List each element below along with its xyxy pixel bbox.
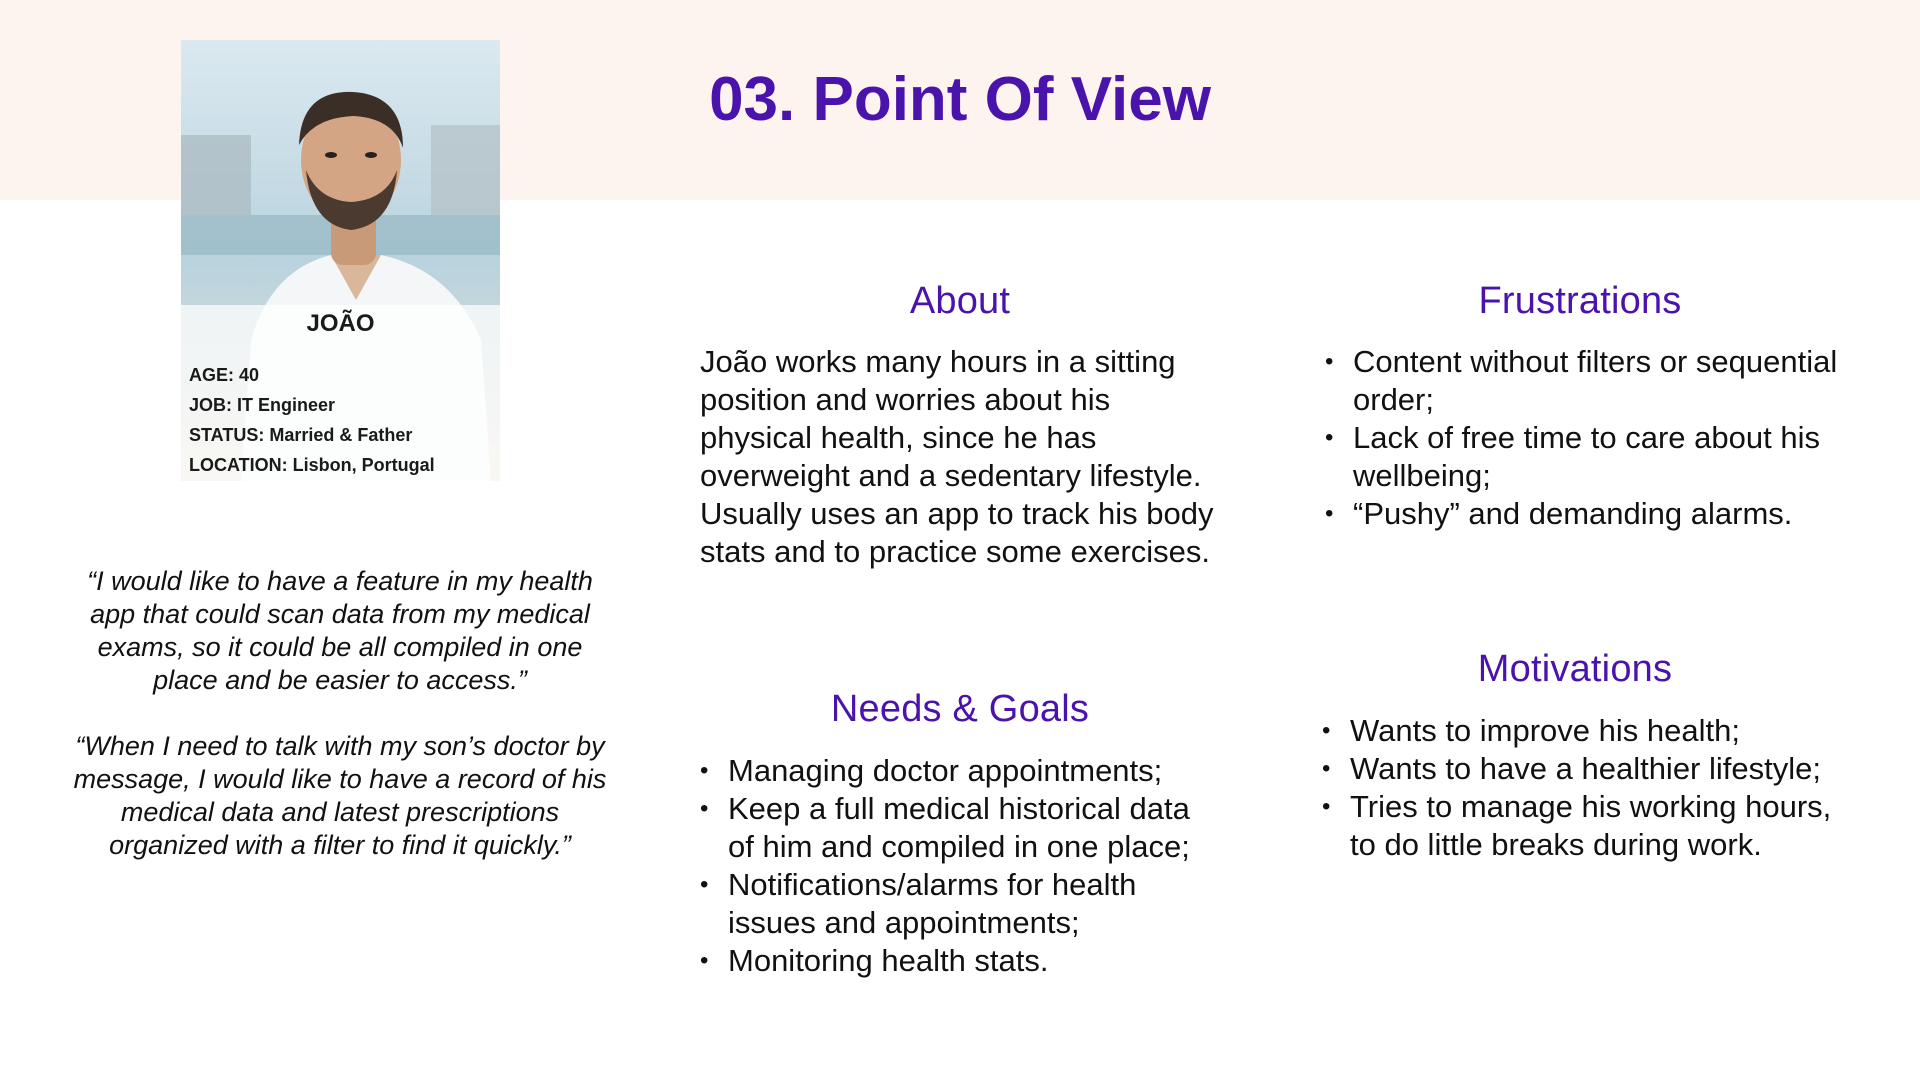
list-item: • “Pushy” and demanding alarms. xyxy=(1325,495,1865,533)
persona-name: JOÃO xyxy=(306,310,375,337)
list-item: • Notifications/alarms for health issues and appointments; xyxy=(700,866,1220,942)
about-paragraph-1: João works many hours in a sitting position and worries about his physical health, since he has overweight and a sedentary lifestyle. xyxy=(700,344,1202,493)
persona-quotes xyxy=(70,565,610,895)
list-item: • Managing doctor appointments; xyxy=(700,752,1220,790)
frustrations-body xyxy=(1325,343,1865,533)
about-heading: About xyxy=(909,280,1011,322)
frustrations-list xyxy=(1325,343,1865,533)
list-item: • Content without filters or sequential order; xyxy=(1325,343,1865,419)
motivations-body xyxy=(1322,712,1862,864)
persona-fact-status: STATUS: Married & Father xyxy=(189,425,413,445)
needs-goals-body xyxy=(700,752,1220,980)
about-body xyxy=(700,343,1220,571)
motivations-list xyxy=(1322,712,1862,864)
persona-fact-age: AGE: 40 xyxy=(189,365,260,385)
motivations-heading: Motivations xyxy=(1477,648,1673,690)
page-title: 03. Point Of View xyxy=(709,65,1211,134)
frustrations-heading: Frustrations xyxy=(1478,280,1682,322)
list-item: • Wants to have a healthier lifestyle; xyxy=(1322,750,1862,788)
persona-card xyxy=(181,40,500,481)
needs-goals-heading: Needs & Goals xyxy=(830,688,1090,730)
needs-goals-list xyxy=(700,752,1220,980)
list-item: • Wants to improve his health; xyxy=(1322,712,1862,750)
persona-fact-location: LOCATION: Lisbon, Portugal xyxy=(189,455,435,475)
persona-facts xyxy=(189,360,494,480)
about-paragraph-2: Usually uses an app to track his body stats and to practice some exercises. xyxy=(700,496,1214,569)
list-item: • Lack of free time to care about his wellbeing; xyxy=(1325,419,1865,495)
list-item: • Tries to manage his working hours, to do little breaks during work. xyxy=(1322,788,1862,864)
quote-2: “When I need to talk with my son’s doctor by message, I would like to have a record of his medical data and latest prescriptions organized with a filter to find it quickly.” xyxy=(73,731,607,860)
persona-fact-job: JOB: IT Engineer xyxy=(189,395,336,415)
list-item: • Monitoring health stats. xyxy=(700,942,1220,980)
quote-1: “I would like to have a feature in my health app that could scan data from my medical exams, so it could be all compiled in one place and be easier to access.” xyxy=(87,566,593,695)
list-item: • Keep a full medical historical data of him and compiled in one place; xyxy=(700,790,1220,866)
